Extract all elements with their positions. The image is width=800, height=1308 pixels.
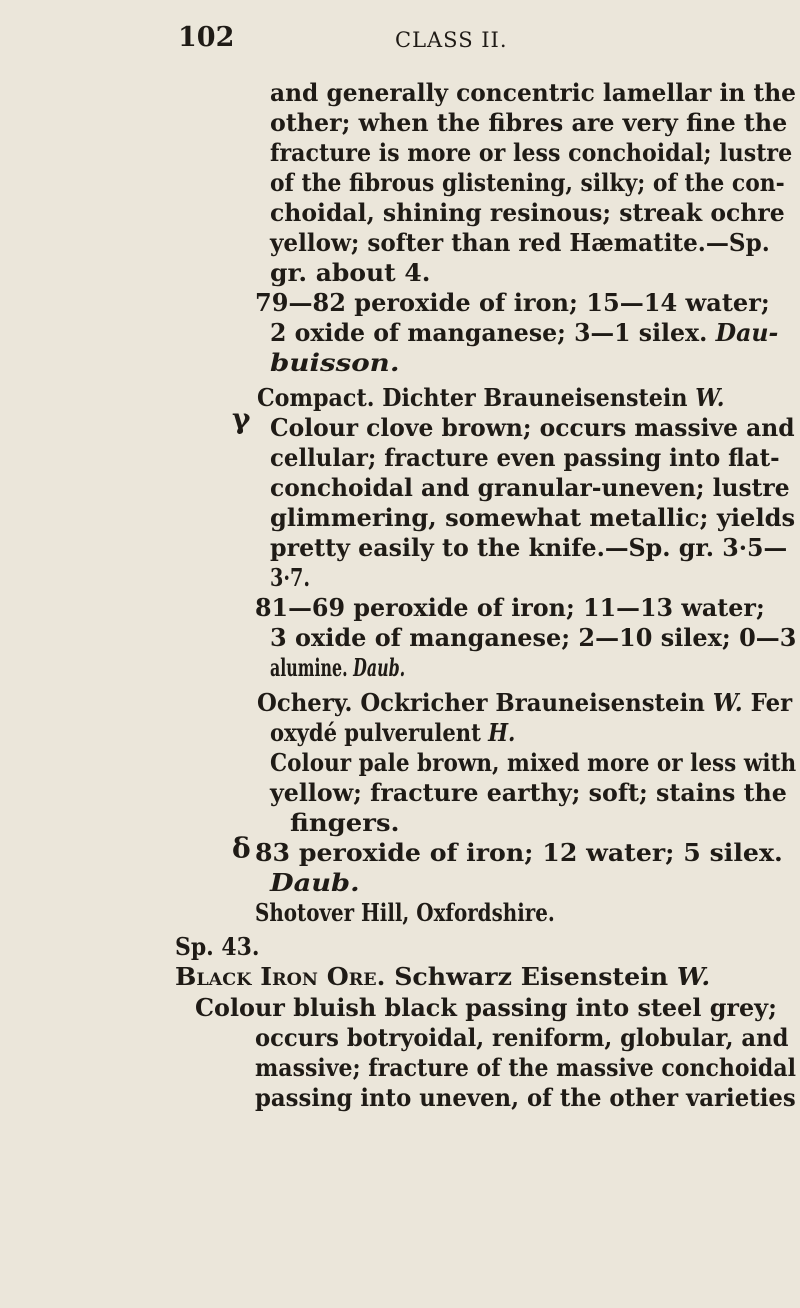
text-line-span: fingers.	[290, 808, 400, 837]
text-line-span: yellow; softer than red Hæmatite.—Sp.	[270, 228, 770, 257]
text-line-span: 81—69 peroxide of iron; 11—13 water;	[255, 593, 765, 622]
text-line-span: yellow; fracture earthy; soft; stains the	[270, 778, 787, 807]
text-line-span: massive; fracture of the massive conchoidal	[255, 1053, 796, 1082]
text-line-span: Shotover Hill, Oxfordshire.	[255, 898, 555, 927]
running-head: CLASS II.	[395, 28, 508, 52]
text-line-span: fracture is more or less conchoidal; lustre	[270, 138, 793, 167]
text-line-span: and generally concentric lamellar in the	[270, 78, 796, 107]
text-line-span: W.	[695, 383, 725, 412]
text-line	[195, 993, 777, 1023]
text-line	[270, 473, 790, 503]
text-line	[175, 932, 260, 962]
text-line-span: 2 oxide of manganese; 3—1 silex.	[270, 318, 716, 347]
text-line	[270, 748, 796, 778]
text-line-span: oxydé pulverulent	[270, 718, 489, 747]
text-line-span: Colour bluish black passing into steel grey;	[195, 993, 777, 1022]
page-number: 102	[178, 22, 235, 53]
text-line-span: choidal, shining resinous; streak ochre	[270, 198, 785, 227]
text-line-span: 3·7.	[270, 563, 311, 592]
text-line-span: pretty easily to the knife.—Sp. gr. 3·5—	[270, 533, 788, 562]
text-line	[257, 383, 724, 413]
text-line	[270, 413, 795, 443]
text-line-span: Dau-	[715, 318, 779, 347]
text-line	[270, 868, 360, 898]
text-line-span: W.	[676, 962, 711, 991]
text-line	[255, 1053, 796, 1083]
text-line-span: alumine.	[270, 653, 354, 682]
text-line	[175, 962, 710, 992]
text-line-span: Sp. 43.	[175, 932, 260, 961]
text-line	[270, 168, 785, 198]
text-line-span: 79—82 peroxide of iron; 15—14 water;	[255, 288, 770, 317]
text-line	[270, 563, 310, 593]
text-line	[270, 623, 796, 653]
text-line	[270, 533, 787, 563]
text-line-span: occurs botryoidal, reniform, globular, and	[255, 1023, 789, 1052]
text-line-span: Compact. Dichter Brauneisenstein	[257, 383, 696, 412]
text-line-span: Colour pale brown, mixed more or less with	[270, 748, 797, 777]
text-line-span: buisson.	[270, 348, 400, 377]
text-line	[270, 778, 787, 808]
text-line-span: 83 peroxide of iron; 12 water; 5 silex.	[255, 838, 783, 867]
text-line-span: H.	[488, 718, 516, 747]
text-line-span: Ochery. Ockricher Brauneisenstein	[257, 688, 713, 717]
text-line	[255, 898, 555, 928]
text-line-span: glimmering, somewhat metallic; yields	[270, 503, 796, 532]
text-line	[290, 808, 400, 838]
text-line	[270, 348, 399, 378]
section-marker-gamma: γ	[232, 402, 251, 435]
text-line-span: Schwarz Eisenstein	[385, 962, 677, 991]
text-line	[270, 718, 515, 748]
text-line-span: conchoidal and granular-uneven; lustre	[270, 473, 790, 502]
text-line-span: gr. about 4.	[270, 258, 431, 287]
text-line	[270, 78, 796, 108]
text-line	[270, 503, 795, 533]
text-line	[255, 288, 770, 318]
text-line-span: W.	[712, 688, 743, 717]
text-line	[255, 1023, 788, 1053]
text-line	[255, 838, 783, 868]
text-line	[270, 198, 785, 228]
section-marker-delta: δ	[232, 832, 251, 865]
text-line-span: Fer	[742, 688, 793, 717]
text-line	[270, 108, 787, 138]
text-line-span: 3 oxide of manganese; 2—10 silex; 0—3	[270, 623, 797, 652]
text-line-span: passing into uneven, of the other varieties	[255, 1083, 796, 1112]
text-line	[255, 1083, 796, 1113]
text-line-span: Colour clove brown; occurs massive and	[270, 413, 795, 442]
text-line-span: Daub.	[270, 868, 360, 897]
text-line	[270, 653, 405, 683]
text-line-span: Black Iron Ore.	[175, 962, 386, 991]
text-line-span: of the fibrous glistening, silky; of the con-	[270, 168, 785, 197]
text-line	[270, 443, 780, 473]
text-line-span: Daub.	[353, 653, 406, 682]
text-line-span: cellular; fracture even passing into flat-	[270, 443, 780, 472]
text-line	[255, 593, 765, 623]
text-line-span: other; when the fibres are very fine the	[270, 108, 788, 137]
page-header	[0, 22, 800, 62]
text-line	[270, 258, 430, 288]
text-line	[270, 318, 778, 348]
text-line	[257, 688, 792, 718]
text-line	[270, 138, 792, 168]
text-line	[270, 228, 770, 258]
